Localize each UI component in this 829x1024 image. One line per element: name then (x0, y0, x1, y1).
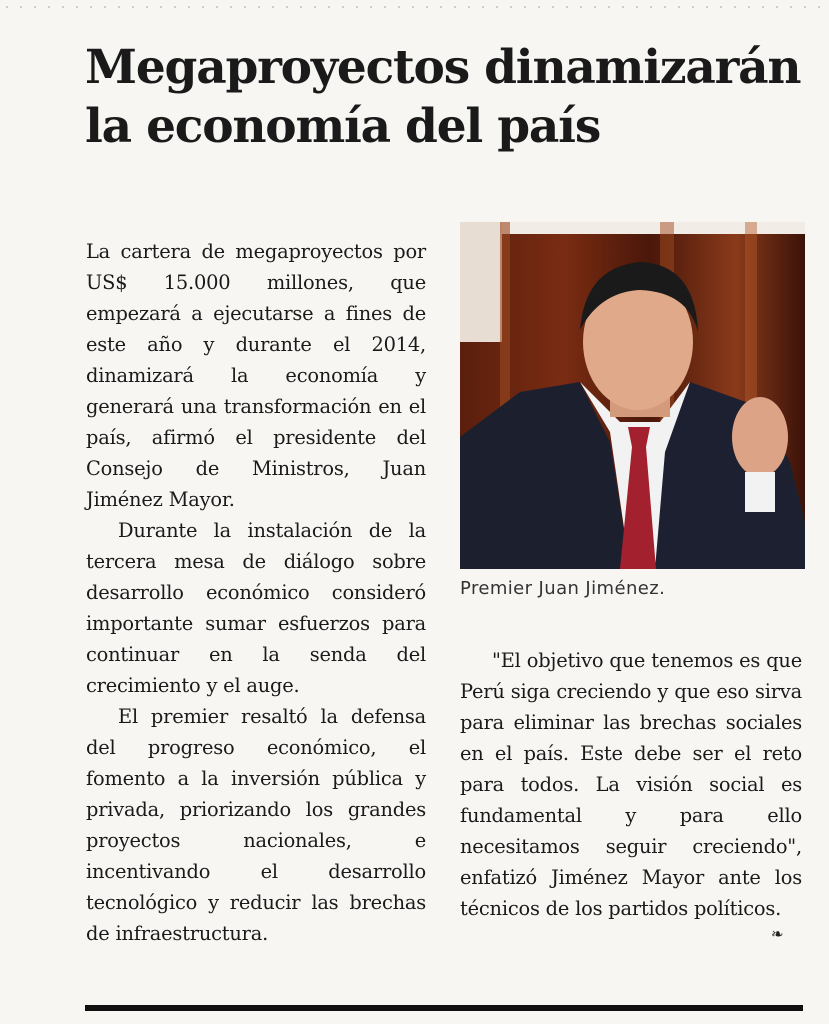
article-body-left-column (86, 236, 426, 949)
article-body-right-column (460, 645, 802, 924)
body-paragraph: Durante la instalación de la tercera mesa de diálogo sobre desarrollo económico consideró importante sumar esfuerzos para continuar en la senda del crecimiento y el auge. (86, 519, 426, 697)
bottom-rule (85, 1005, 803, 1011)
quote-paragraph: "El objetivo que tenemos es que Perú siga creciendo y que eso sirva para eliminar las brechas sociales en el país. Este debe ser el reto para todos. La visión social es fundamental y para ello necesitamos seguir creciendo", enfatizó Jiménez Mayor ante los técnicos de los partidos políticos. (460, 649, 802, 920)
end-of-article-mark: ❧ (771, 925, 784, 943)
page-top-border (0, 6, 829, 8)
premier-photo (460, 222, 805, 569)
body-paragraph: La cartera de megaproyectos por US$ 15.000 millones, que empezará a ejecutarse a fines de este año y durante el 2014, dinamizará la economía y generará una transformación en el país, afirmó el presidente del Consejo de Ministros, Juan Jiménez Mayor. (86, 240, 426, 511)
body-paragraph: El premier resaltó la defensa del progreso económico, el fomento a la inversión pública y privada, priorizando los grandes proyectos nacionales, e incentivando el desarrollo tecnológico y reducir las brechas de infraestructura. (86, 705, 426, 945)
photo-caption: Premier Juan Jiménez. (460, 578, 666, 599)
article-headline: Megaproyectos dinamizarán la economía del país (85, 40, 801, 154)
